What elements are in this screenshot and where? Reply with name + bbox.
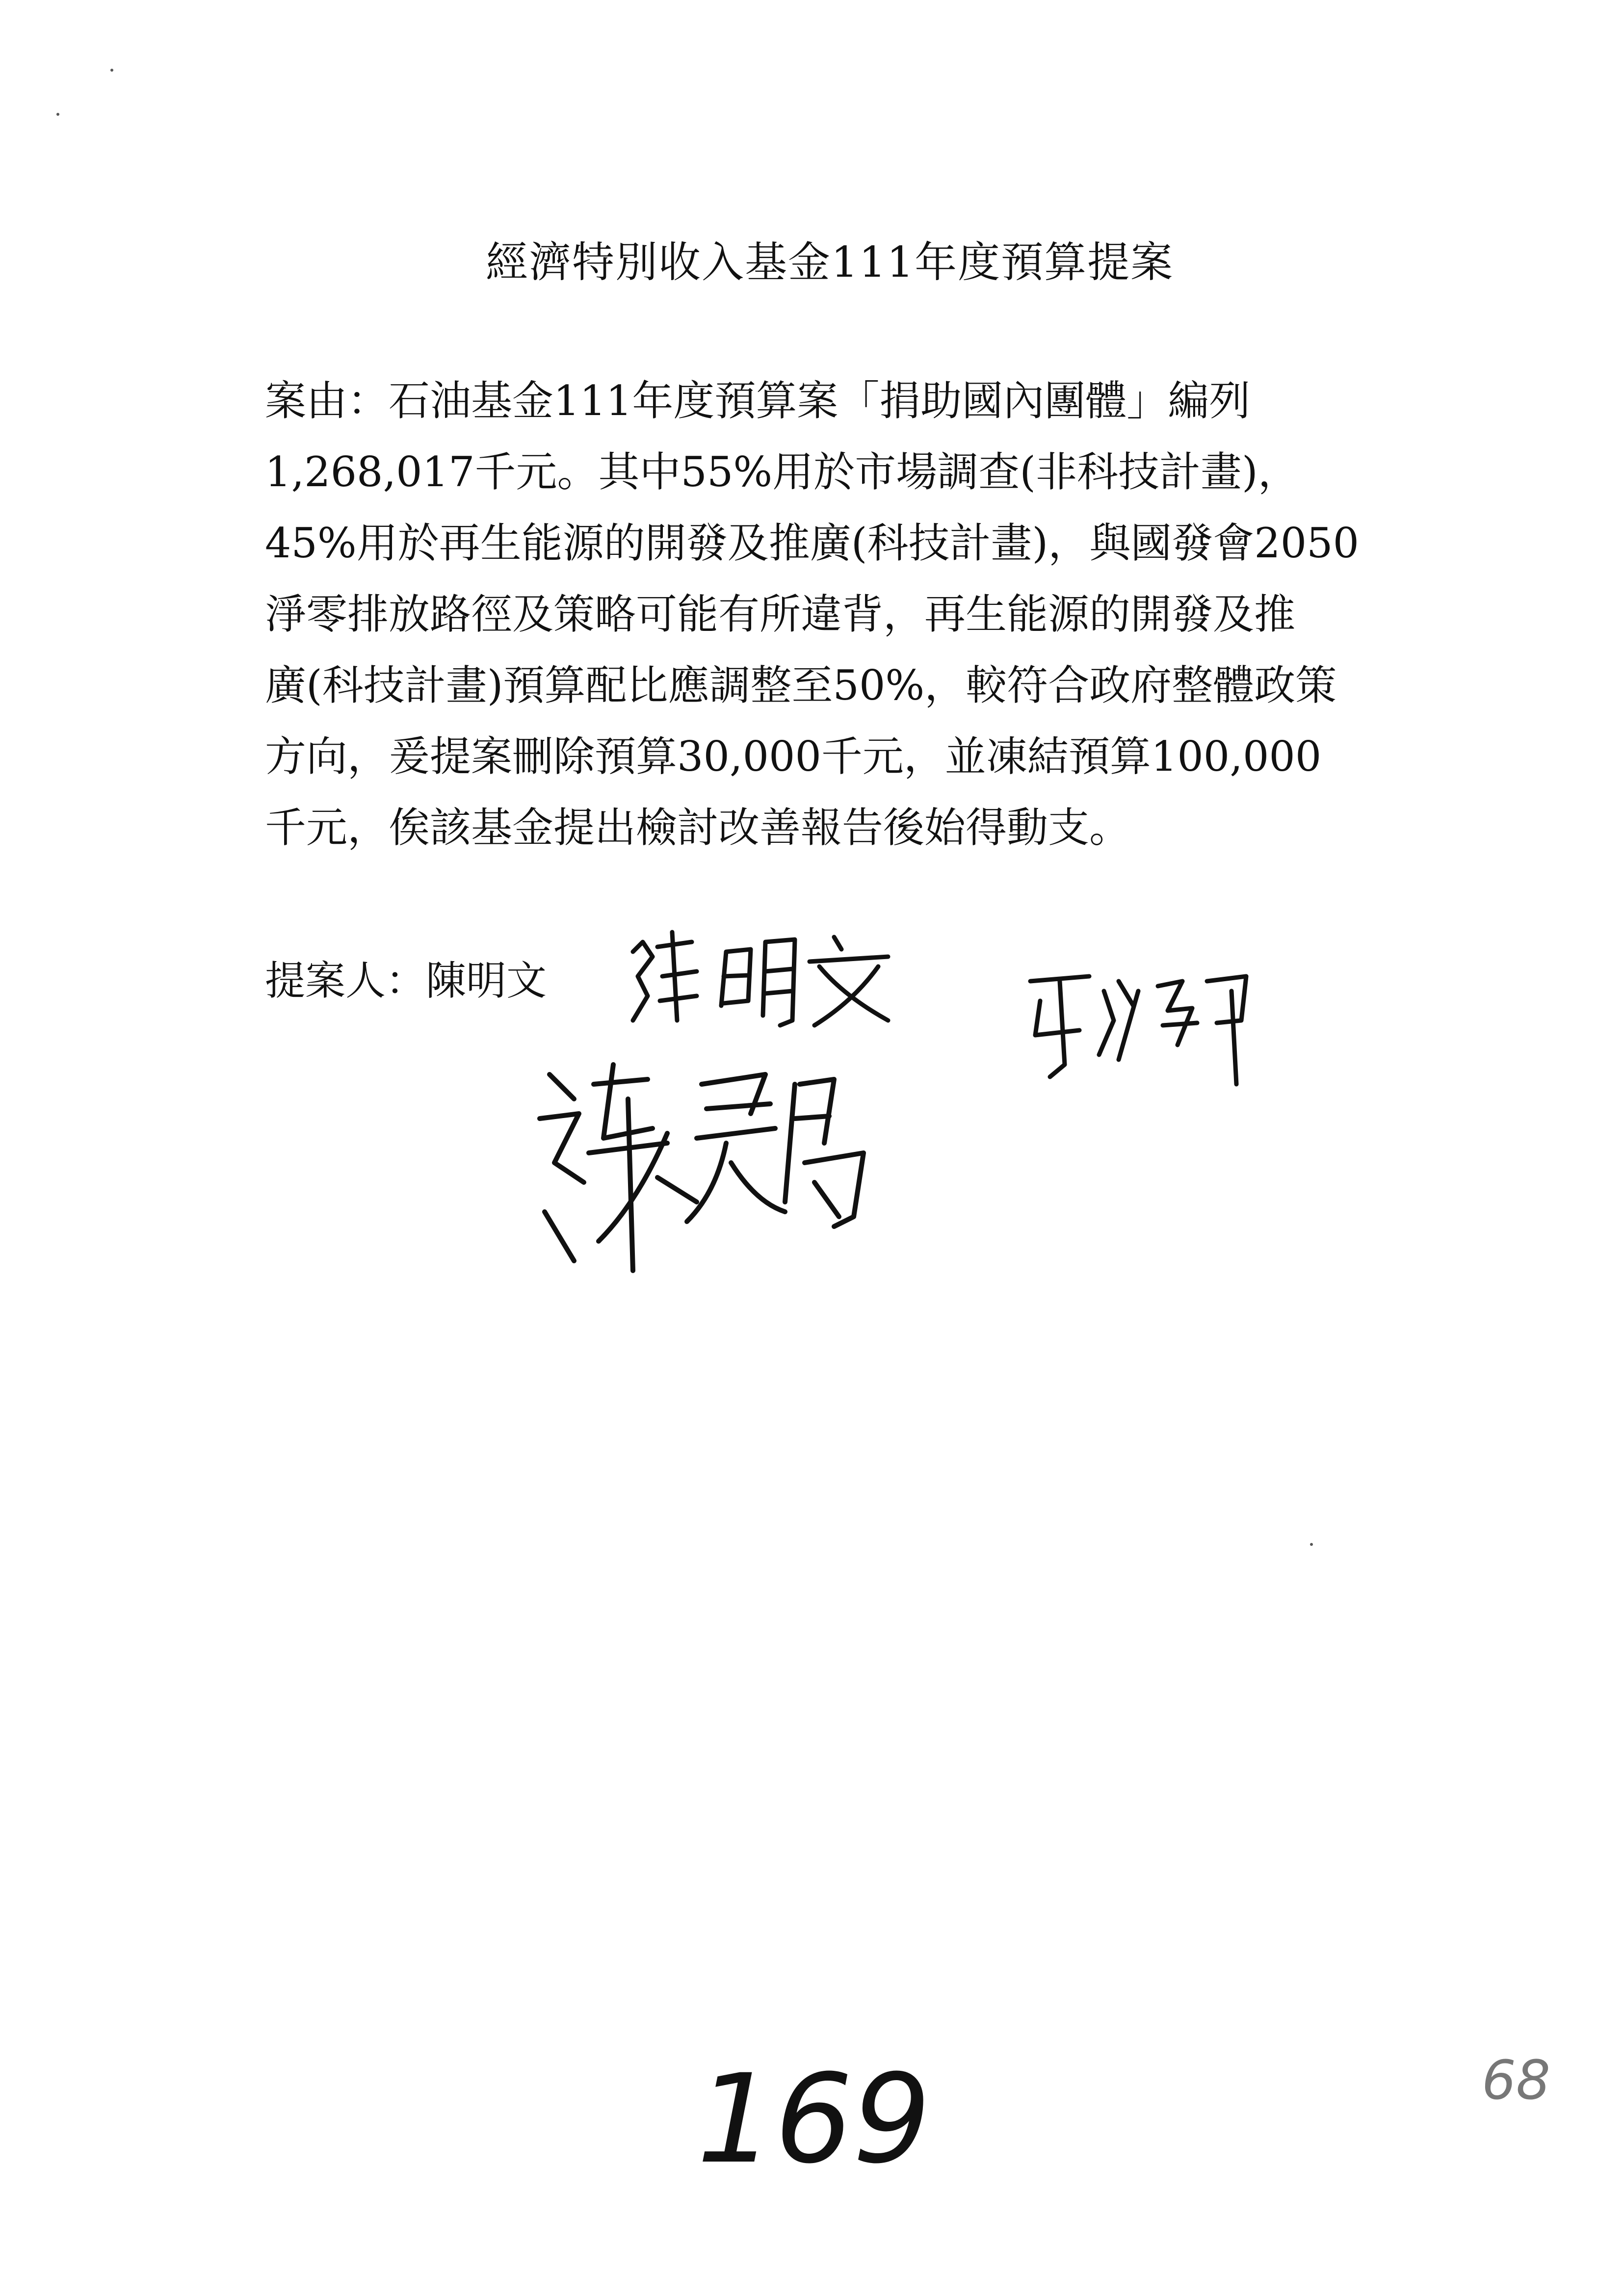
scan-speck (110, 69, 113, 72)
proposal-body (265, 365, 1433, 863)
body-line: 方向，爰提案刪除預算30,000千元，並凍結預算100,000 (265, 732, 1322, 781)
body-line: 廣(科技計畫)預算配比應調整至50%，較符合政府整體政策 (265, 661, 1337, 709)
body-line: 千元，俟該基金提出檢討改善報告後始得動支。 (265, 804, 1131, 852)
proposer-label: 提案人：陳明文 (265, 958, 547, 1004)
body-line: 案由：石油基金111年度預算案「捐助國內團體」編列 (265, 377, 1251, 425)
body-line: 1,268,017千元。其中55%用於市場調查(非科技計畫)， (265, 448, 1299, 496)
body-line: 淨零排放路徑及策略可能有所違背，再生能源的開發及推 (265, 590, 1296, 638)
scan-speck (1310, 1543, 1313, 1546)
signature-lower (520, 1055, 873, 1280)
handwritten-corner-number: 68 (1482, 2049, 1550, 2112)
signature-right (1021, 962, 1256, 1089)
signature-chen-ming-wen (623, 922, 898, 1035)
scan-speck (56, 113, 59, 116)
body-line: 45%用於再生能源的開發及推廣(科技計畫)，與國發會2050 (265, 519, 1360, 567)
document-title: 經濟特別收入基金111年度預算提案 (486, 238, 1174, 287)
handwritten-page-number: 169 (697, 2048, 931, 2191)
